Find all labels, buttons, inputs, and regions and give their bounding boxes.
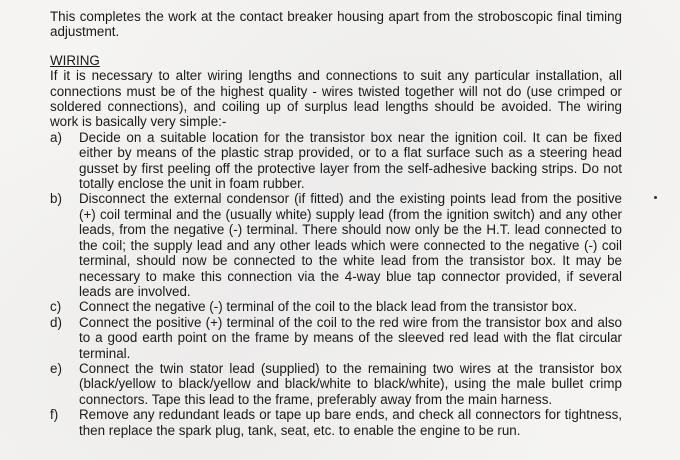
steps-list: [50, 130, 622, 438]
step-item: [50, 191, 622, 299]
step-text: Connect the negative (-) terminal of the coil to the black lead from the transistor box.: [79, 299, 577, 315]
step-label: d): [50, 314, 62, 330]
step-item: [50, 407, 622, 438]
step-text: Remove any redundant leads or tape up bare ends, and check all connectors for tightness, then replace the spark plug, tank, seat, etc. to enable the engine to be run.: [79, 407, 622, 438]
step-text: Connect the positive (+) terminal of the coil to the red wire from the transistor box and also to a good earth point on the frame by means of the sleeved red lead with the flat circular terminal.: [79, 314, 622, 361]
intro-paragraph: This completes the work at the contact breaker housing apart from the stroboscopic final timing adjustment.: [50, 9, 622, 40]
step-item: [50, 299, 622, 314]
step-label: a): [50, 129, 62, 145]
step-text: Decide on a suitable location for the transistor box near the ignition coil. It can be fixed either by means of the plastic strap provided, or to a flat surface such as a steering head gusset by first peeling off the protective layer from the self-adhesive backing strips. Do not totally enclose the unit in foam rubber.: [79, 129, 622, 192]
step-text: Disconnect the external condensor (if fitted) and the existing points lead from the positive (+) coil terminal and the (usually white) supply lead (from the ignition switch) and any other leads, from the negative (-) terminal. There should now only be the H.T. lead connected to the coil; the supply lead and any other leads which were connected to the negative (-) coil terminal, should now be connected to the white lead from the transistor box. It may be necessary to make this connection via the 4-way blue tap connector provided, if several leads are involved.: [79, 191, 622, 299]
step-label: b): [50, 191, 62, 207]
step-item: [50, 361, 622, 407]
step-label: f): [50, 407, 59, 423]
step-item: [50, 130, 622, 192]
wiring-paragraph: If it is necessary to alter wiring lengths and connections to suit any particular installation, all connections must be of the highest quality - wires twisted together will not do (use crimped or soldered connections), and coiling up of surplus lead lengths should be avoided. The wiring work is basically very simple:-: [50, 68, 622, 130]
step-label: e): [50, 360, 62, 376]
step-label: c): [50, 299, 62, 315]
step-text: Connect the twin stator lead (supplied) to the remaining two wires at the transistor box (black/yellow to black/yellow and black/white to black/white), using the male bullet crimp connectors. Tape this lead to the frame, preferably away from the main harness.: [79, 360, 622, 407]
step-item: [50, 315, 622, 361]
scan-speck: [654, 196, 657, 199]
section-heading: WIRING: [50, 52, 100, 68]
document-body: [50, 9, 622, 438]
